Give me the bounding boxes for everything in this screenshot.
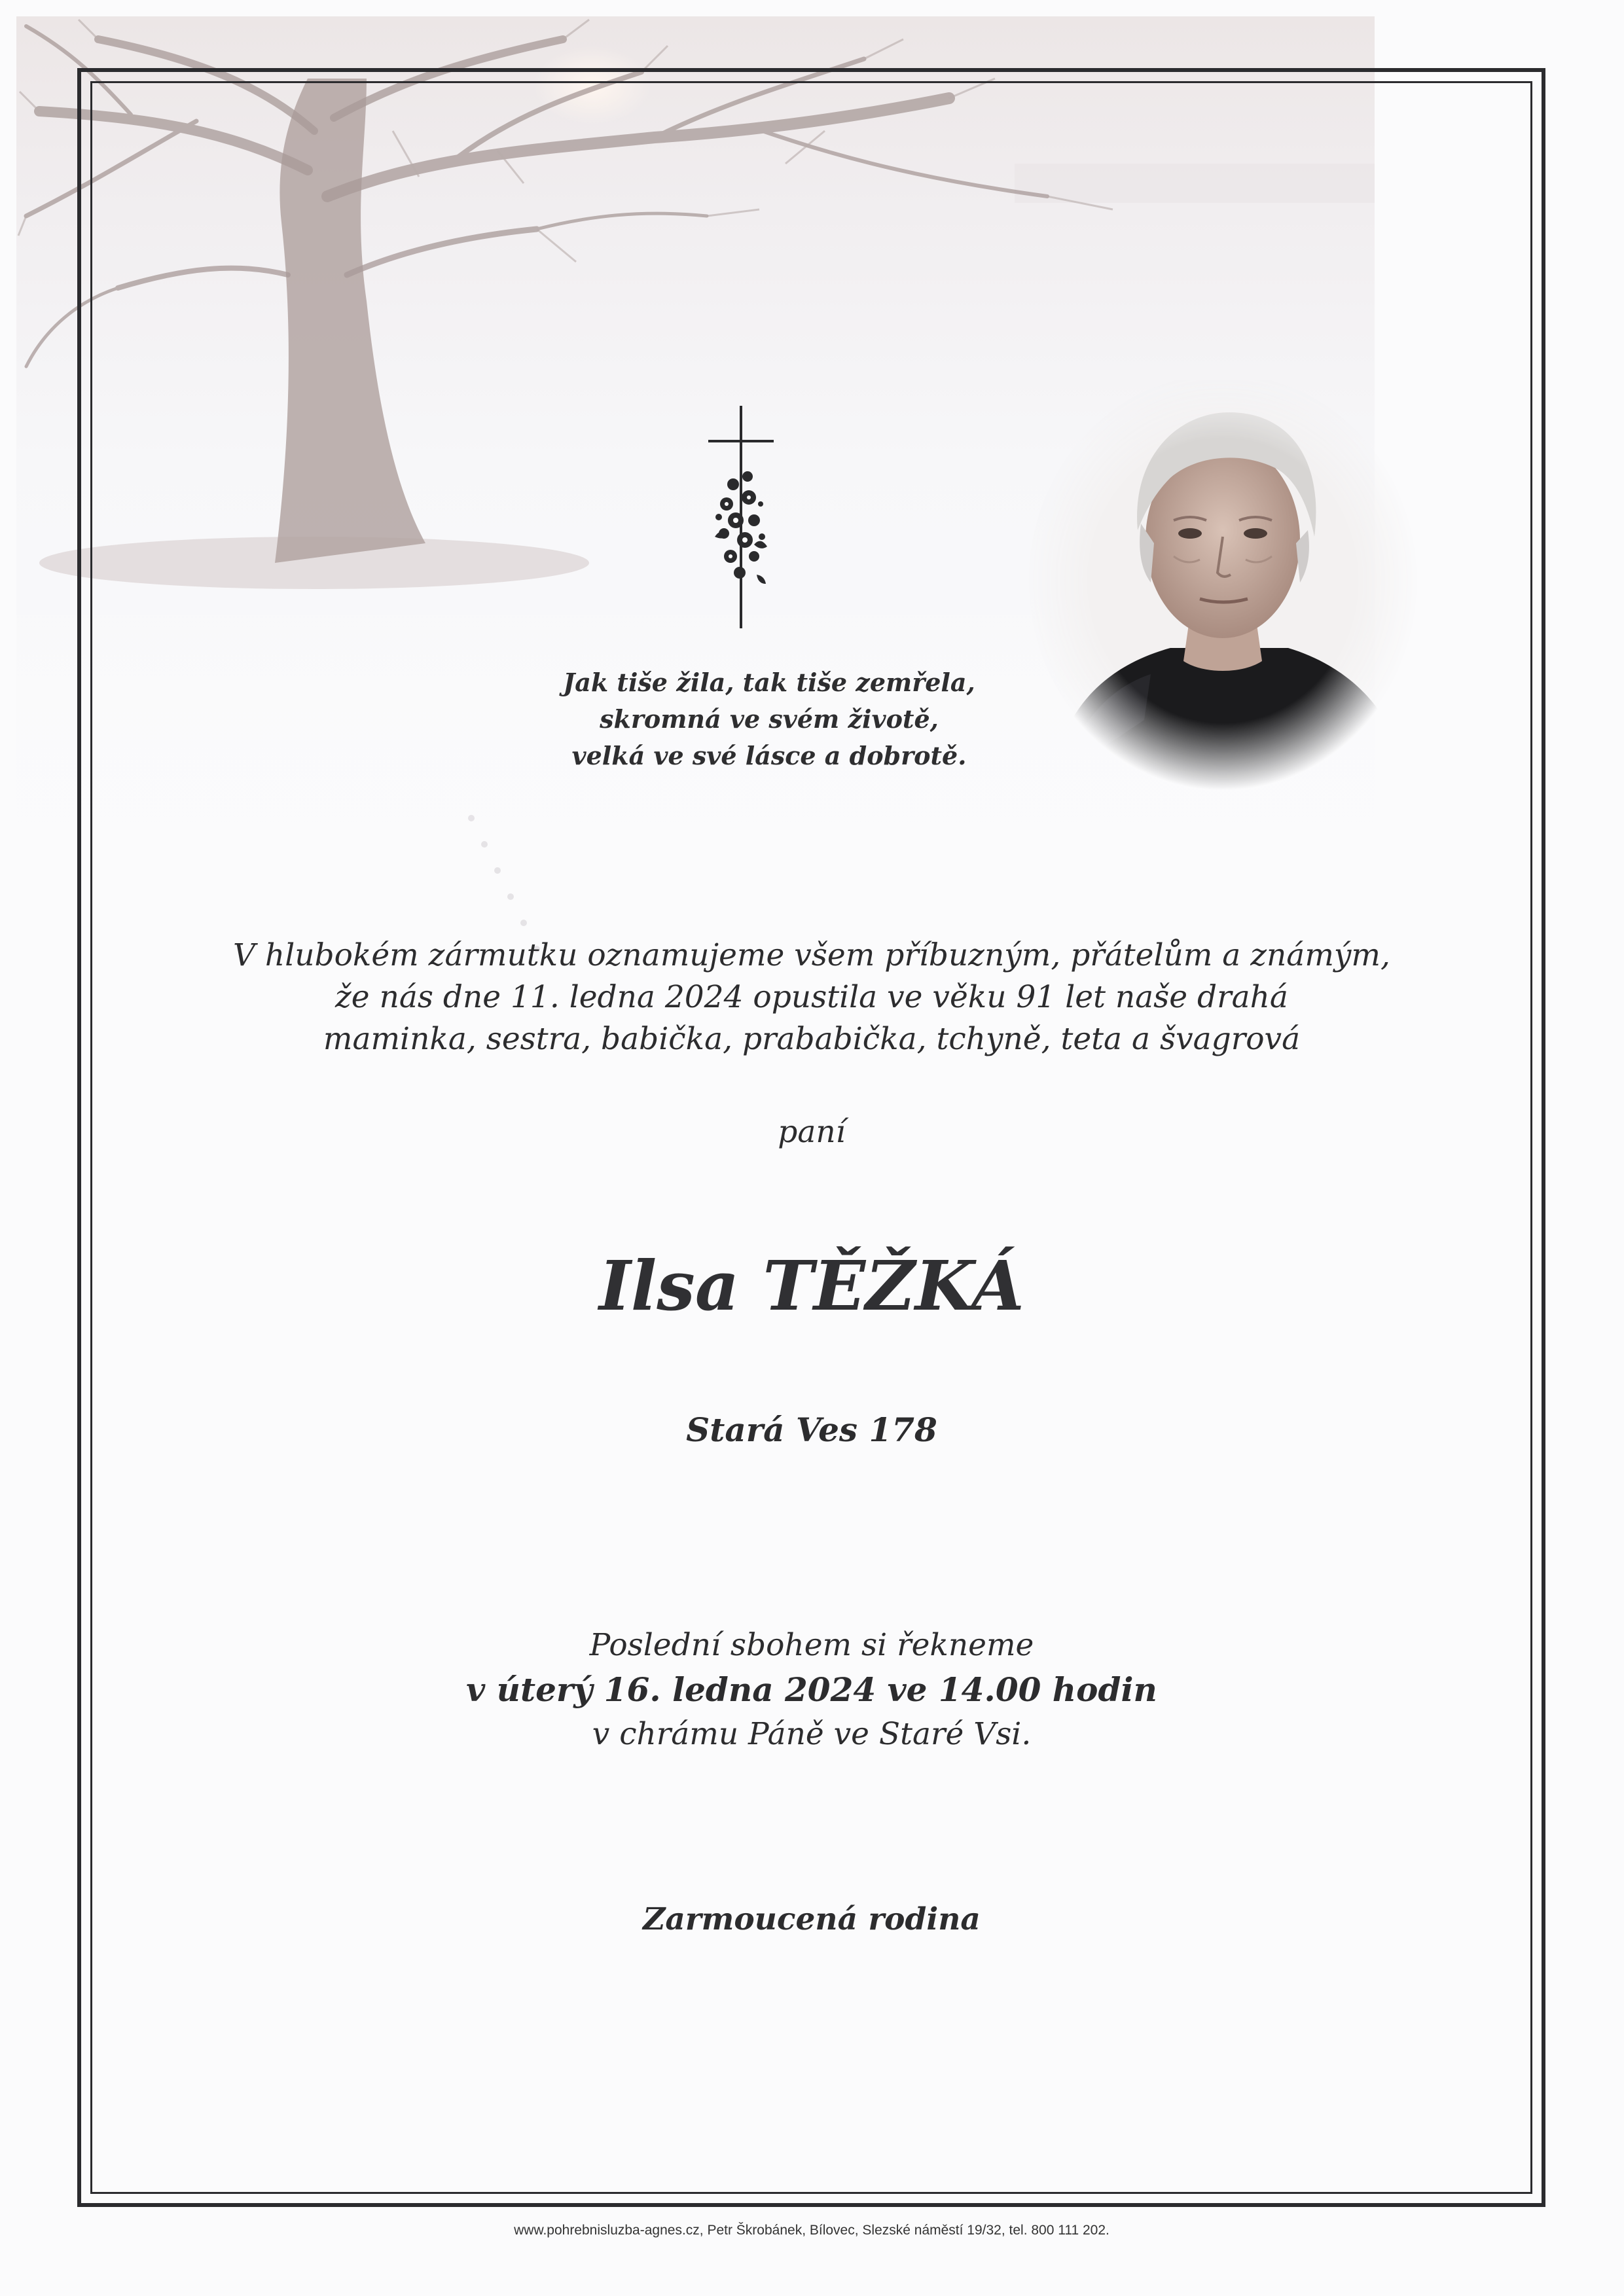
funeral-place: v chrámu Páně ve Staré Vsi. — [592, 1716, 1032, 1752]
verse-line: velká ve své lásce a dobrotě. — [571, 741, 967, 770]
signature: Zarmoucená rodina — [643, 1901, 981, 1937]
funeral-date: v úterý 16. ledna 2024 ve 14.00 hodin — [466, 1670, 1157, 1709]
deceased-name: Ilsa TĚŽKÁ — [599, 1246, 1024, 1326]
honorific: paní — [778, 1114, 846, 1150]
announcement-line: že nás dne 11. ledna 2024 opustila ve věku 91 let naše drahá — [335, 979, 1288, 1015]
announcement-line: maminka, sestra, babička, prababička, tchyně, teta a švagrová — [323, 1021, 1301, 1057]
farewell-line: Poslední sbohem si řekneme — [589, 1627, 1034, 1663]
cross-with-roses-icon — [702, 406, 780, 628]
announcement-line: V hlubokém zármutku oznamujeme všem příbuzným, přátelům a známým, — [233, 937, 1390, 973]
funeral-details — [288, 1623, 1335, 1757]
death-announcement — [157, 935, 1466, 1060]
memorial-verse — [458, 664, 1080, 774]
verse-line: skromná ve svém životě, — [600, 704, 939, 734]
deceased-address: Stará Ves 178 — [686, 1410, 937, 1449]
funeral-service-footer: www.pohrebnisluzba-agnes.cz, Petr Škrobánek, Bílovec, Slezské náměstí 19/32, tel. 800 111 202. — [514, 2223, 1110, 2238]
verse-line: Jak tiše žila, tak tiše zemřela, — [563, 668, 975, 697]
portrait-photo — [1026, 380, 1419, 798]
